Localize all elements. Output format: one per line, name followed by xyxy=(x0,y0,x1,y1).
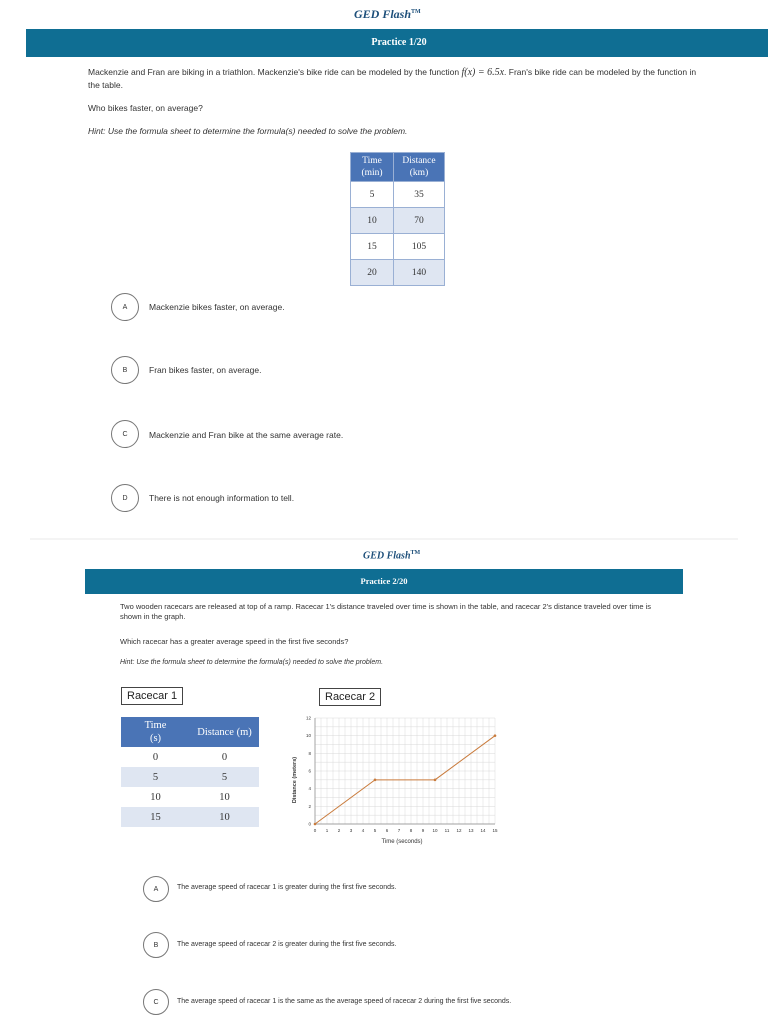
data-point xyxy=(494,734,497,737)
table-row: 10 10 xyxy=(121,787,259,807)
option-b-button[interactable]: B xyxy=(111,356,139,384)
y-tick-label: 0 xyxy=(308,821,311,827)
racecar1-label: Racecar 1 xyxy=(121,687,183,705)
option-a-button[interactable]: A xyxy=(111,293,139,321)
y-tick-label: 12 xyxy=(305,715,311,721)
practice-counter: Practice 2/20 xyxy=(360,576,408,586)
option-d-text[interactable]: There is not enough information to tell. xyxy=(149,493,295,503)
table-row: 0 0 xyxy=(121,747,259,767)
practice-counter: Practice 1/20 xyxy=(371,37,427,48)
table-row: 15 105 xyxy=(351,234,445,260)
trademark: TM xyxy=(410,550,421,556)
option-b-button[interactable]: B xyxy=(143,932,169,958)
col-time: Time (s) xyxy=(121,717,190,747)
y-tick-label: 2 xyxy=(308,803,311,809)
hint-text: Hint: Use the formula sheet to determine the formula(s) needed to solve the problem. xyxy=(120,659,384,666)
practice-banner xyxy=(85,569,683,594)
x-tick-label: 8 xyxy=(409,828,413,833)
x-tick-label: 10 xyxy=(432,828,438,833)
trademark: TM xyxy=(411,9,421,15)
x-tick-label: 11 xyxy=(444,828,450,833)
formula: f(x) = 6.5x xyxy=(461,67,505,78)
col-distance: Distance (m) xyxy=(190,717,259,747)
x-tick-label: 3 xyxy=(349,828,353,833)
question-text: Who bikes faster, on average? xyxy=(88,103,203,113)
brand-name: GED Flash xyxy=(354,7,412,21)
option-c-text[interactable]: Mackenzie and Fran bike at the same average rate. xyxy=(149,430,344,440)
y-tick-label: 4 xyxy=(308,786,311,792)
x-tick-label: 5 xyxy=(373,828,377,833)
question-text: Which racecar has a greater average speed in the first five seconds? xyxy=(120,637,349,646)
brand-logo xyxy=(354,7,421,22)
option-c-text[interactable]: The average speed of racecar 1 is the same as the average speed of racecar 2 during the first five seconds. xyxy=(177,998,512,1005)
y-tick-label: 10 xyxy=(305,733,311,739)
brand-name: GED Flash xyxy=(363,550,411,562)
option-b-text[interactable]: Fran bikes faster, on average. xyxy=(149,365,262,375)
option-a-text[interactable]: Mackenzie bikes faster, on average. xyxy=(149,302,285,312)
x-tick-label: 9 xyxy=(421,828,425,833)
x-tick-label: 14 xyxy=(480,828,486,833)
data-point xyxy=(374,779,377,782)
x-tick-label: 1 xyxy=(325,828,329,833)
x-tick-label: 15 xyxy=(492,828,498,833)
option-b-text[interactable]: The average speed of racecar 2 is greater during the first five seconds. xyxy=(177,941,397,948)
racecar1-table xyxy=(121,717,259,827)
table-row: 20 140 xyxy=(351,260,445,286)
y-axis-label: Distance (meters) xyxy=(292,756,298,804)
table-row: 15 10 xyxy=(121,807,259,827)
option-c-button[interactable]: C xyxy=(143,989,169,1015)
x-tick-label: 12 xyxy=(456,828,462,833)
option-a-button[interactable]: A xyxy=(143,876,169,902)
table-row: 10 70 xyxy=(351,208,445,234)
table-row: 5 35 xyxy=(351,182,445,208)
problem-text: Mackenzie and Fran are biking in a triathlon. Mackenzie's bike ride can be modeled by the function f(x) = 6.5x. Fran's bike ride can be modeled by the function in the table. xyxy=(88,67,697,90)
fran-table xyxy=(350,152,445,286)
option-a-text[interactable]: The average speed of racecar 1 is greater during the first five seconds. xyxy=(177,884,397,891)
practice-banner xyxy=(26,29,768,57)
y-tick-label: 6 xyxy=(308,768,311,774)
x-tick-label: 0 xyxy=(313,828,317,833)
x-axis-label: Time (seconds) xyxy=(381,839,423,845)
table-header-row xyxy=(351,153,445,182)
col-distance: Distance (km) xyxy=(394,153,445,182)
option-d-button[interactable]: D xyxy=(111,484,139,512)
data-point xyxy=(434,779,437,782)
page-divider xyxy=(30,538,738,540)
table-header-row xyxy=(121,717,259,747)
racecar2-graph xyxy=(285,710,515,850)
x-tick-label: 2 xyxy=(337,828,341,833)
table-row: 5 5 xyxy=(121,767,259,787)
option-c-button[interactable]: C xyxy=(111,420,139,448)
data-point xyxy=(314,823,317,826)
x-tick-label: 7 xyxy=(397,828,401,833)
problem-text: Two wooden racecars are released at top of a ramp. Racecar 1's distance traveled over time is shown in the table, and racecar 2's distance traveled over time is shown in the graph. xyxy=(120,602,652,621)
brand-logo xyxy=(363,550,420,561)
x-tick-label: 6 xyxy=(385,828,389,833)
hint-text: Hint: Use the formula sheet to determine the formula(s) needed to solve the problem. xyxy=(88,126,408,136)
y-tick-label: 8 xyxy=(308,750,311,756)
racecar2-label: Racecar 2 xyxy=(319,688,381,706)
x-tick-label: 4 xyxy=(361,828,365,833)
col-time: Time (min) xyxy=(351,153,394,182)
x-tick-label: 13 xyxy=(468,828,474,833)
